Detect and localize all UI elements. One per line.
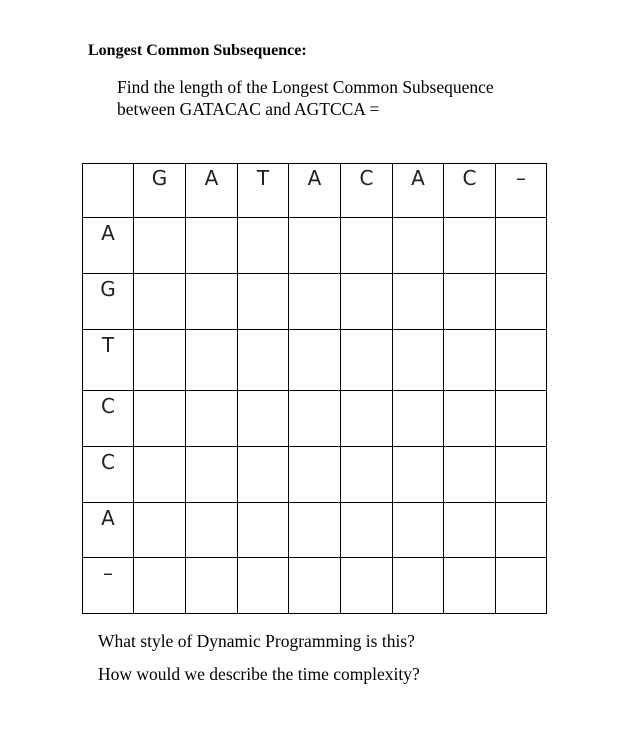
dp-cell[interactable] — [238, 330, 289, 391]
dp-cell[interactable] — [238, 391, 289, 447]
table-row — [83, 558, 547, 614]
dp-cell[interactable] — [186, 447, 238, 503]
dp-cell[interactable] — [393, 503, 444, 558]
dp-cell[interactable] — [496, 558, 547, 614]
table-row — [83, 330, 547, 391]
dp-cell[interactable] — [134, 274, 186, 330]
column-header: C — [444, 164, 496, 218]
dp-cell[interactable] — [186, 330, 238, 391]
dp-cell[interactable] — [393, 330, 444, 391]
dp-cell[interactable] — [289, 558, 341, 614]
table-row — [83, 274, 547, 330]
dp-cell[interactable] — [393, 391, 444, 447]
table-row — [83, 218, 547, 274]
header-row — [83, 164, 547, 218]
row-header: A — [83, 503, 134, 558]
corner-cell — [83, 164, 134, 218]
row-header: – — [83, 558, 134, 614]
row-header: T — [83, 330, 134, 391]
column-header: A — [289, 164, 341, 218]
dp-cell[interactable] — [238, 558, 289, 614]
dp-cell[interactable] — [496, 391, 547, 447]
column-header: A — [393, 164, 444, 218]
dp-cell[interactable] — [444, 503, 496, 558]
dp-cell[interactable] — [496, 330, 547, 391]
dp-cell[interactable] — [238, 503, 289, 558]
dp-cell[interactable] — [186, 218, 238, 274]
dp-cell[interactable] — [444, 447, 496, 503]
question-time-complexity: How would we describe the time complexity? — [98, 664, 420, 684]
table-row — [83, 391, 547, 447]
dp-cell[interactable] — [496, 274, 547, 330]
question-dp-style: What style of Dynamic Programming is this? — [98, 631, 415, 651]
row-header: G — [83, 274, 134, 330]
dp-cell[interactable] — [444, 558, 496, 614]
row-header: C — [83, 447, 134, 503]
dp-cell[interactable] — [186, 503, 238, 558]
dp-cell[interactable] — [134, 503, 186, 558]
dp-cell[interactable] — [444, 391, 496, 447]
dp-cell[interactable] — [289, 447, 341, 503]
lcs-dp-table — [82, 163, 547, 614]
dp-cell[interactable] — [289, 330, 341, 391]
dp-cell[interactable] — [186, 274, 238, 330]
dp-cell[interactable] — [496, 218, 547, 274]
dp-cell[interactable] — [393, 274, 444, 330]
dp-cell[interactable] — [186, 391, 238, 447]
dp-cell[interactable] — [134, 558, 186, 614]
dp-cell[interactable] — [289, 391, 341, 447]
dp-cell[interactable] — [341, 218, 393, 274]
dp-cell[interactable] — [444, 218, 496, 274]
table-row — [83, 503, 547, 558]
dp-cell[interactable] — [496, 503, 547, 558]
dp-cell[interactable] — [341, 503, 393, 558]
dp-cell[interactable] — [393, 558, 444, 614]
dp-cell[interactable] — [134, 447, 186, 503]
dp-cell[interactable] — [393, 218, 444, 274]
row-header: C — [83, 391, 134, 447]
dp-cell[interactable] — [238, 274, 289, 330]
row-header: A — [83, 218, 134, 274]
dp-cell[interactable] — [186, 558, 238, 614]
column-header: T — [238, 164, 289, 218]
dp-cell[interactable] — [393, 447, 444, 503]
column-header: – — [496, 164, 547, 218]
dp-cell[interactable] — [341, 447, 393, 503]
column-header: G — [134, 164, 186, 218]
section-title: Longest Common Subsequence: — [88, 42, 307, 59]
dp-cell[interactable] — [341, 274, 393, 330]
dp-cell[interactable] — [341, 391, 393, 447]
problem-line-1: Find the length of the Longest Common Subsequence — [117, 77, 494, 97]
dp-cell[interactable] — [289, 503, 341, 558]
dp-cell[interactable] — [134, 218, 186, 274]
problem-line-2: between GATACAC and AGTCCA = — [117, 99, 380, 119]
dp-cell[interactable] — [444, 330, 496, 391]
dp-cell[interactable] — [444, 274, 496, 330]
dp-cell[interactable] — [496, 447, 547, 503]
dp-cell[interactable] — [341, 558, 393, 614]
dp-cell[interactable] — [238, 218, 289, 274]
column-header: C — [341, 164, 393, 218]
dp-cell[interactable] — [238, 447, 289, 503]
dp-cell[interactable] — [134, 330, 186, 391]
problem-statement — [117, 76, 577, 120]
dp-cell[interactable] — [341, 330, 393, 391]
dp-cell[interactable] — [289, 218, 341, 274]
dp-cell[interactable] — [289, 274, 341, 330]
dp-cell[interactable] — [134, 391, 186, 447]
table-row — [83, 447, 547, 503]
column-header: A — [186, 164, 238, 218]
